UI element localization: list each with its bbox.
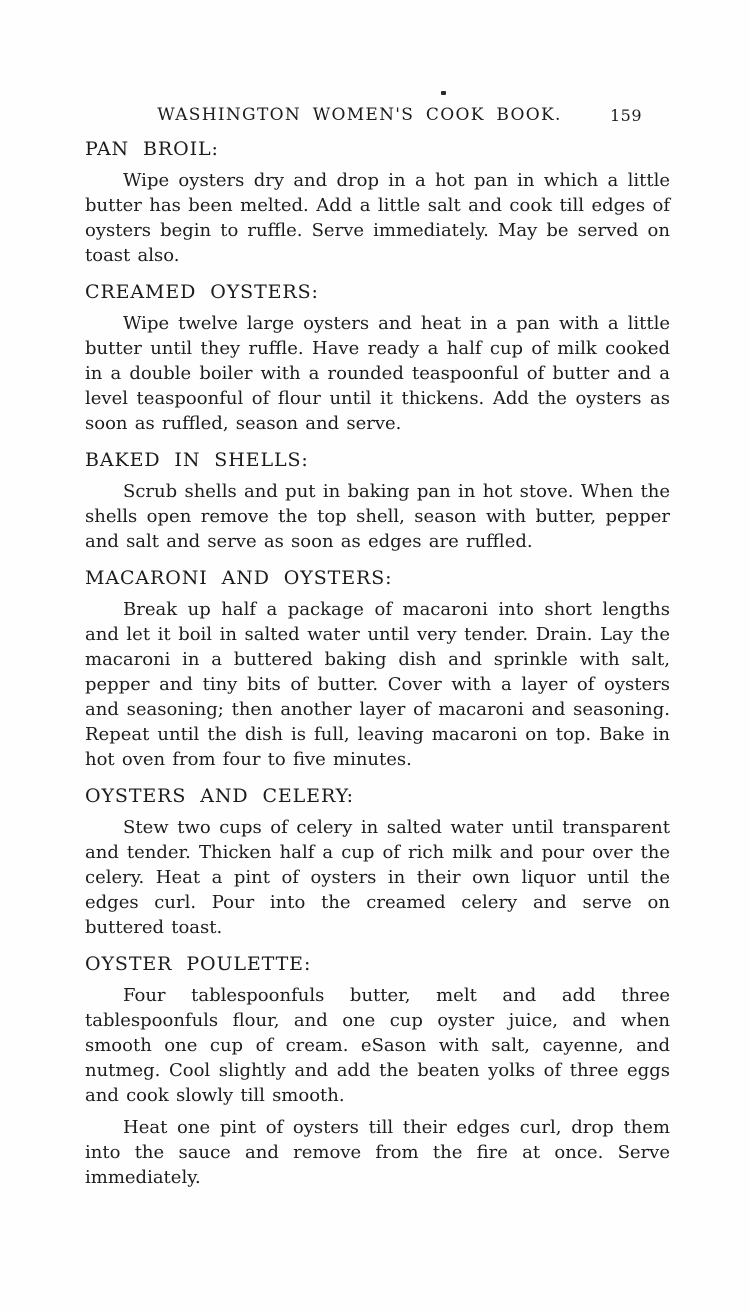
recipe-heading: CREAMED OYSTERS: [85,281,319,303]
recipe-paragraph: Heat one pint of oysters till their edges curl, drop them into the sauce and remove from the fire at once. Serve immediately. [85,1117,670,1188]
recipe-heading: BAKED IN SHELLS: [85,449,309,471]
recipe-heading: PAN BROIL: [85,138,219,160]
recipe-section-oysters-and-celery [85,786,670,940]
recipe-section-pan-broil [85,139,670,268]
recipe-section-macaroni-and-oysters [85,568,670,772]
recipe-paragraph: Stew two cups of celery in salted water until transparent and tender. Thicken half a cup of rich milk and pour over the celery. Heat a pint of oysters in their own liquor until the edges curl. Pour into the creamed celery and serve on buttered toast. [85,817,670,938]
ink-speck [441,91,446,95]
recipe-paragraph: Break up half a package of macaroni into short lengths and let it boil in salted water until very tender. Drain. Lay the macaroni in a buttered baking dish and sprinkle with salt, pepper and tiny bits of butter. Cover with a layer of oysters and seasoning; then another layer of macaroni and seasoning. Repeat until the dish is full, leaving macaroni on top. Bake in hot oven from four to five minutes. [85,599,670,770]
running-title: WASHINGTON WOMEN'S COOK BOOK. [157,105,562,125]
recipe-heading: OYSTERS AND CELERY: [85,785,354,807]
recipe-section-oyster-poulette [85,954,670,1190]
recipe-paragraph: Wipe oysters dry and drop in a hot pan in which a little butter has been melted. Add a little salt and cook till edges of oysters begin to ruffle. Serve immediately. May be served on toast also. [85,170,670,266]
recipe-section-baked-in-shells [85,450,670,554]
recipe-paragraph: Wipe twelve large oysters and heat in a pan with a little butter until they ruffle. Have ready a half cup of milk cooked in a double boiler with a rounded teaspoonful of butter and a level teaspoonful of flour until it thickens. Add the oysters as soon as ruffled, season and serve. [85,313,670,434]
recipe-paragraph: Four tablespoonfuls butter, melt and add three tablespoonfuls flour, and one cup oyster juice, and when smooth one cup of cream. eSason with salt, cayenne, and nutmeg. Cool slightly and add the beaten yolks of three eggs and cook slowly till smooth. [85,985,670,1106]
page-number: 159 [609,106,642,125]
recipe-paragraph: Scrub shells and put in baking pan in hot stove. When the shells open remove the top shell, season with butter, pepper and salt and serve as soon as edges are ruffled. [85,481,670,552]
recipe-heading: MACARONI AND OYSTERS: [85,567,393,589]
recipe-section-creamed-oysters [85,282,670,436]
recipe-heading: OYSTER POULETTE: [85,953,312,975]
page-header [85,105,670,125]
